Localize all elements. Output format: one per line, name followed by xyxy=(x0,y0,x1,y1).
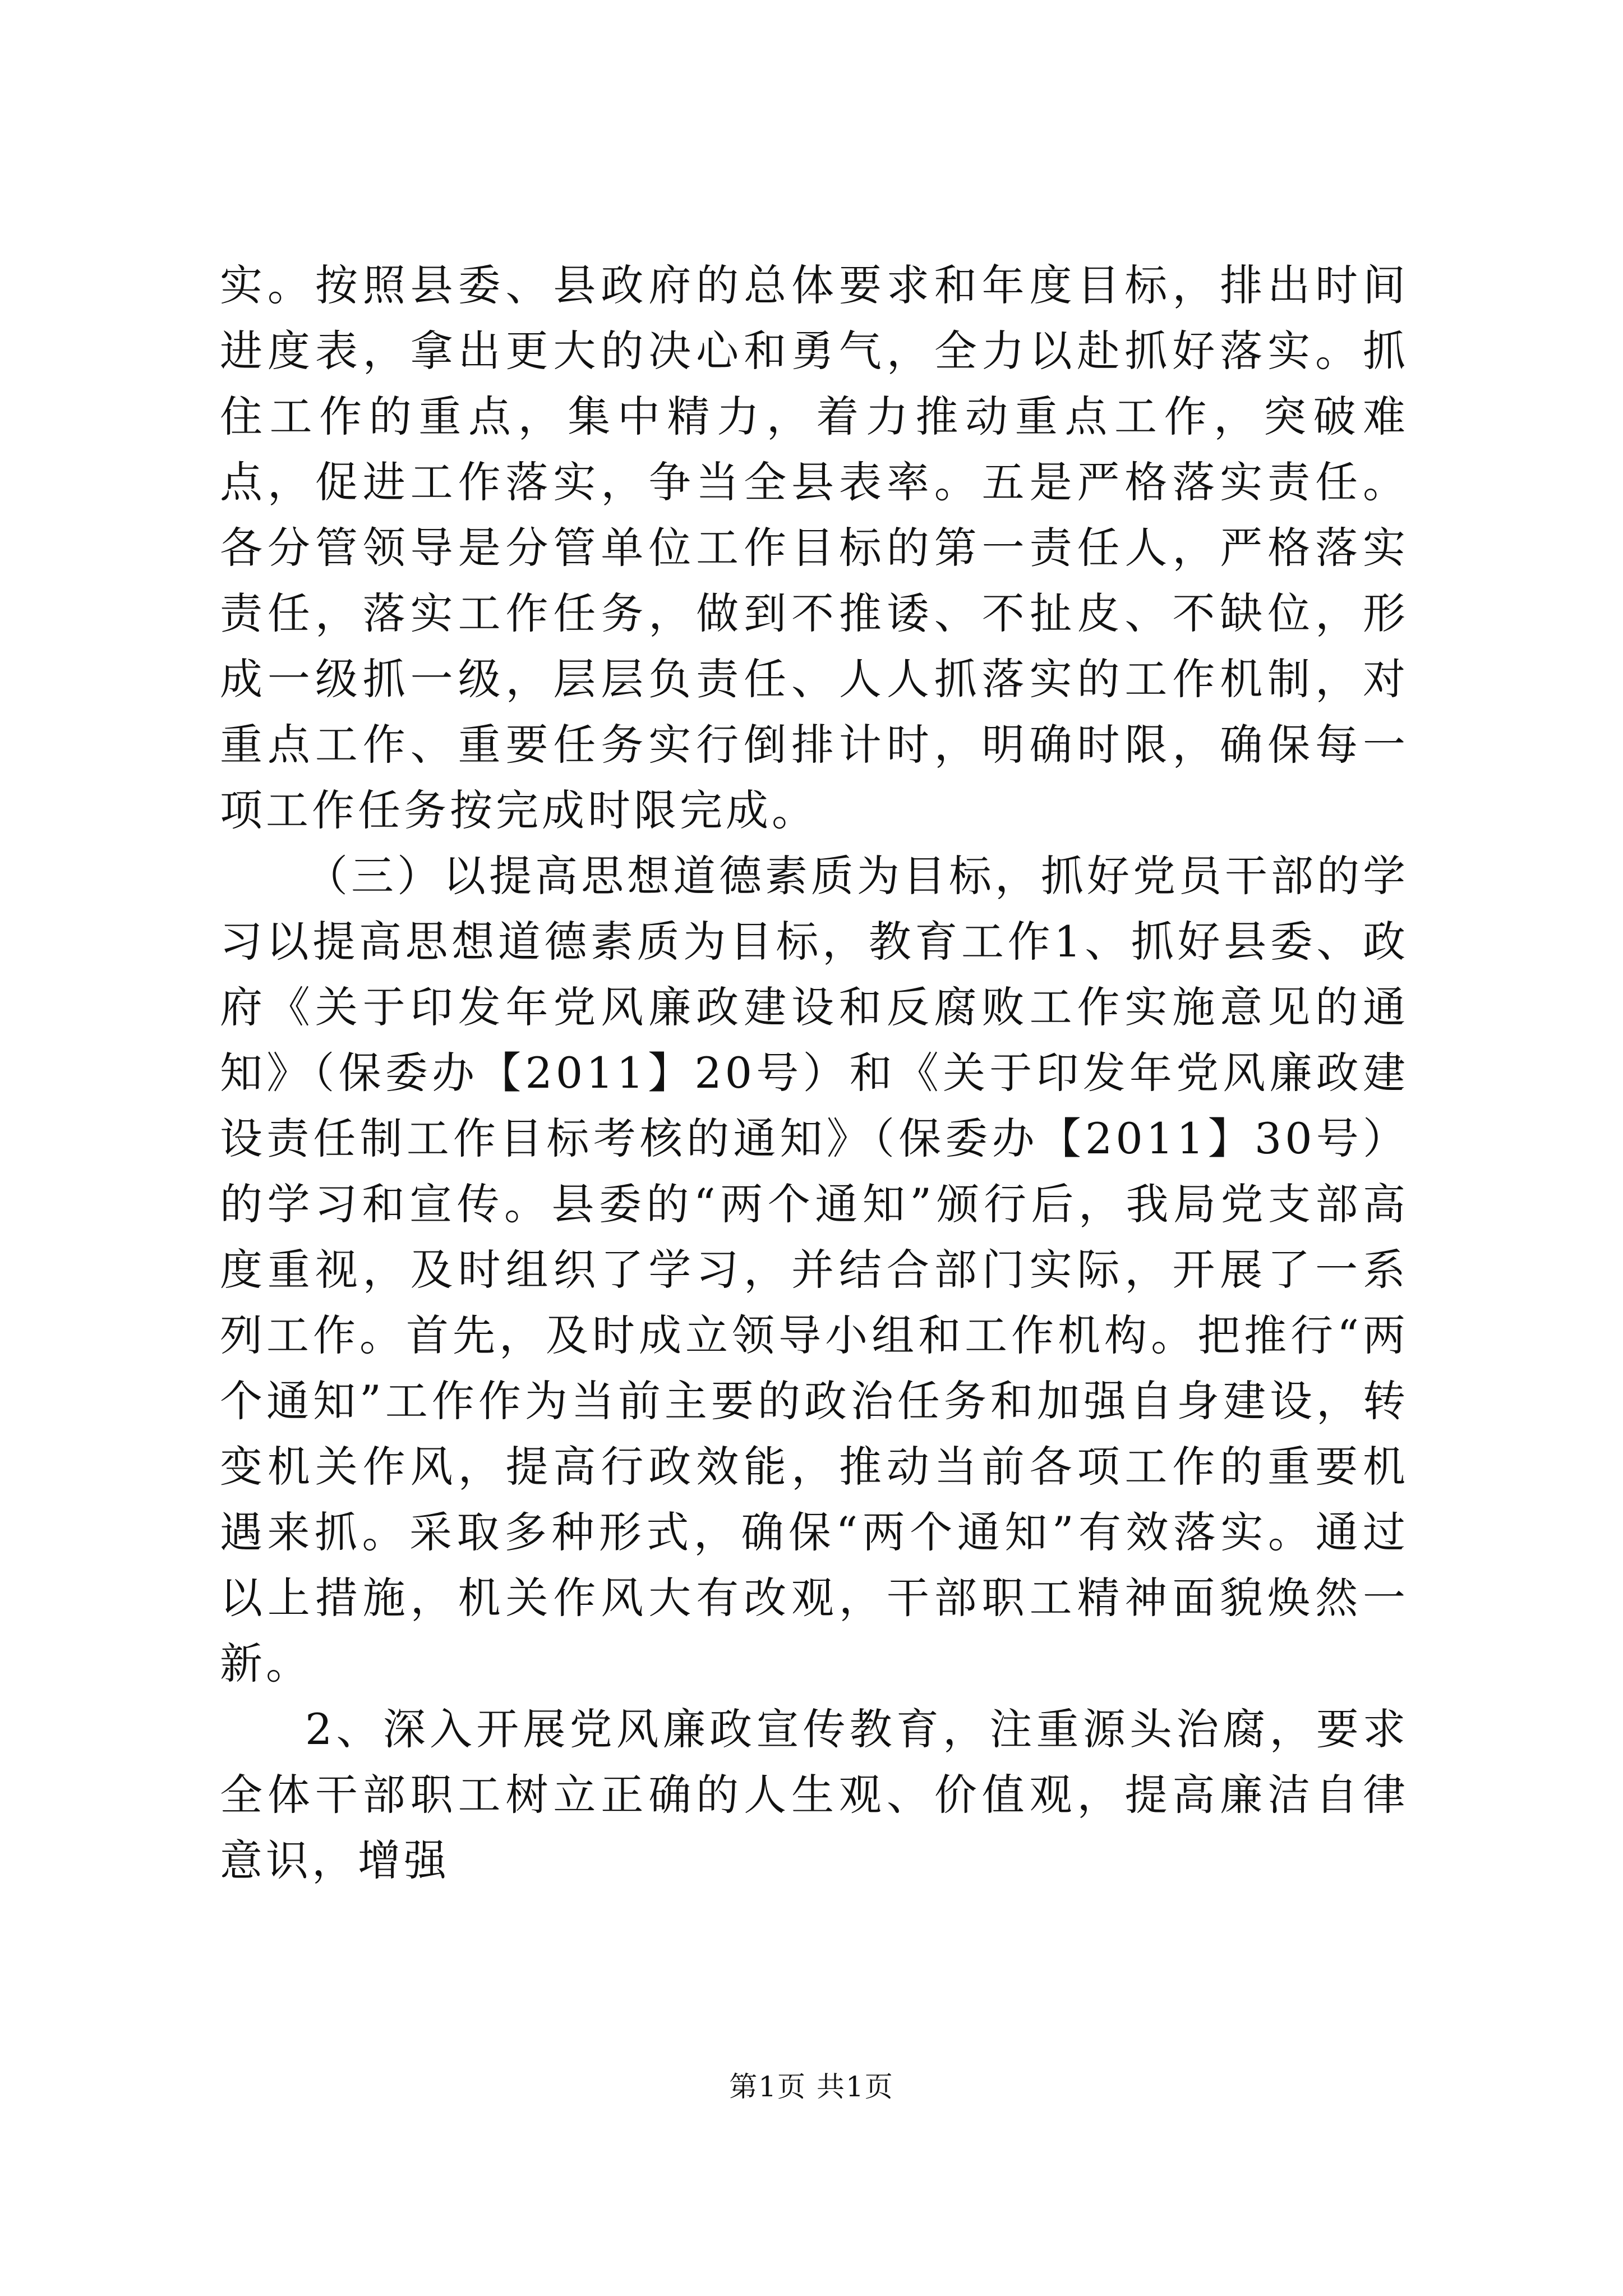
page-footer: 第1页 共1页 xyxy=(729,2070,894,2103)
paragraph-section-three: （三）以提高思想道德素质为目标，抓好党员干部的学习以提高思想道德素质为目标，教育工作1、抓好县委、政府《关于印发年党风廉政建设和反腐败工作实施意见的通知》（保委办【2011】20号）和《关于印发年党风廉政建设责任制工作目标考核的通知》（保委办【2011】30号）的学习和宣传。县委的“两个通知”颁行后，我局党支部高度重视，及时组织了学习，并结合部门实际，开展了一系列工作。首先，及时成立领导小组和工作机构。把推行“两个通知”工作作为当前主要的政治任务和加强自身建设，转变机关作风，提高行政效能，推动当前各项工作的重要机遇来抓。采取多种形式，确保“两个通知”有效落实。通过以上措施，机关作风大有改观，干部职工精神面貌焕然一新。 xyxy=(220,851,1409,1688)
paragraph-continuation: 实。按照县委、县政府的总体要求和年度目标，排出时间进度表，拿出更大的决心和勇气，全力以赴抓好落实。抓住工作的重点，集中精力，着力推动重点工作，突破难点，促进工作落实，争当全县表率。五是严格落实责任。各分管领导是分管单位工作目标的第一责任人，严格落实责任，落实工作任务，做到不推诿、不扯皮、不缺位，形成一级抓一级，层层负责任、人人抓落实的工作机制，对重点工作、重要任务实行倒排计时，明确时限，确保每一项工作任务按完成时限完成。 xyxy=(220,260,1409,835)
document-body xyxy=(220,252,1409,1893)
paragraph-item-two: 2、深入开展党风廉政宣传教育，注重源头治腐，要求全体干部职工树立正确的人生观、价值观，提高廉洁自律意识，增强 xyxy=(220,1704,1409,1885)
